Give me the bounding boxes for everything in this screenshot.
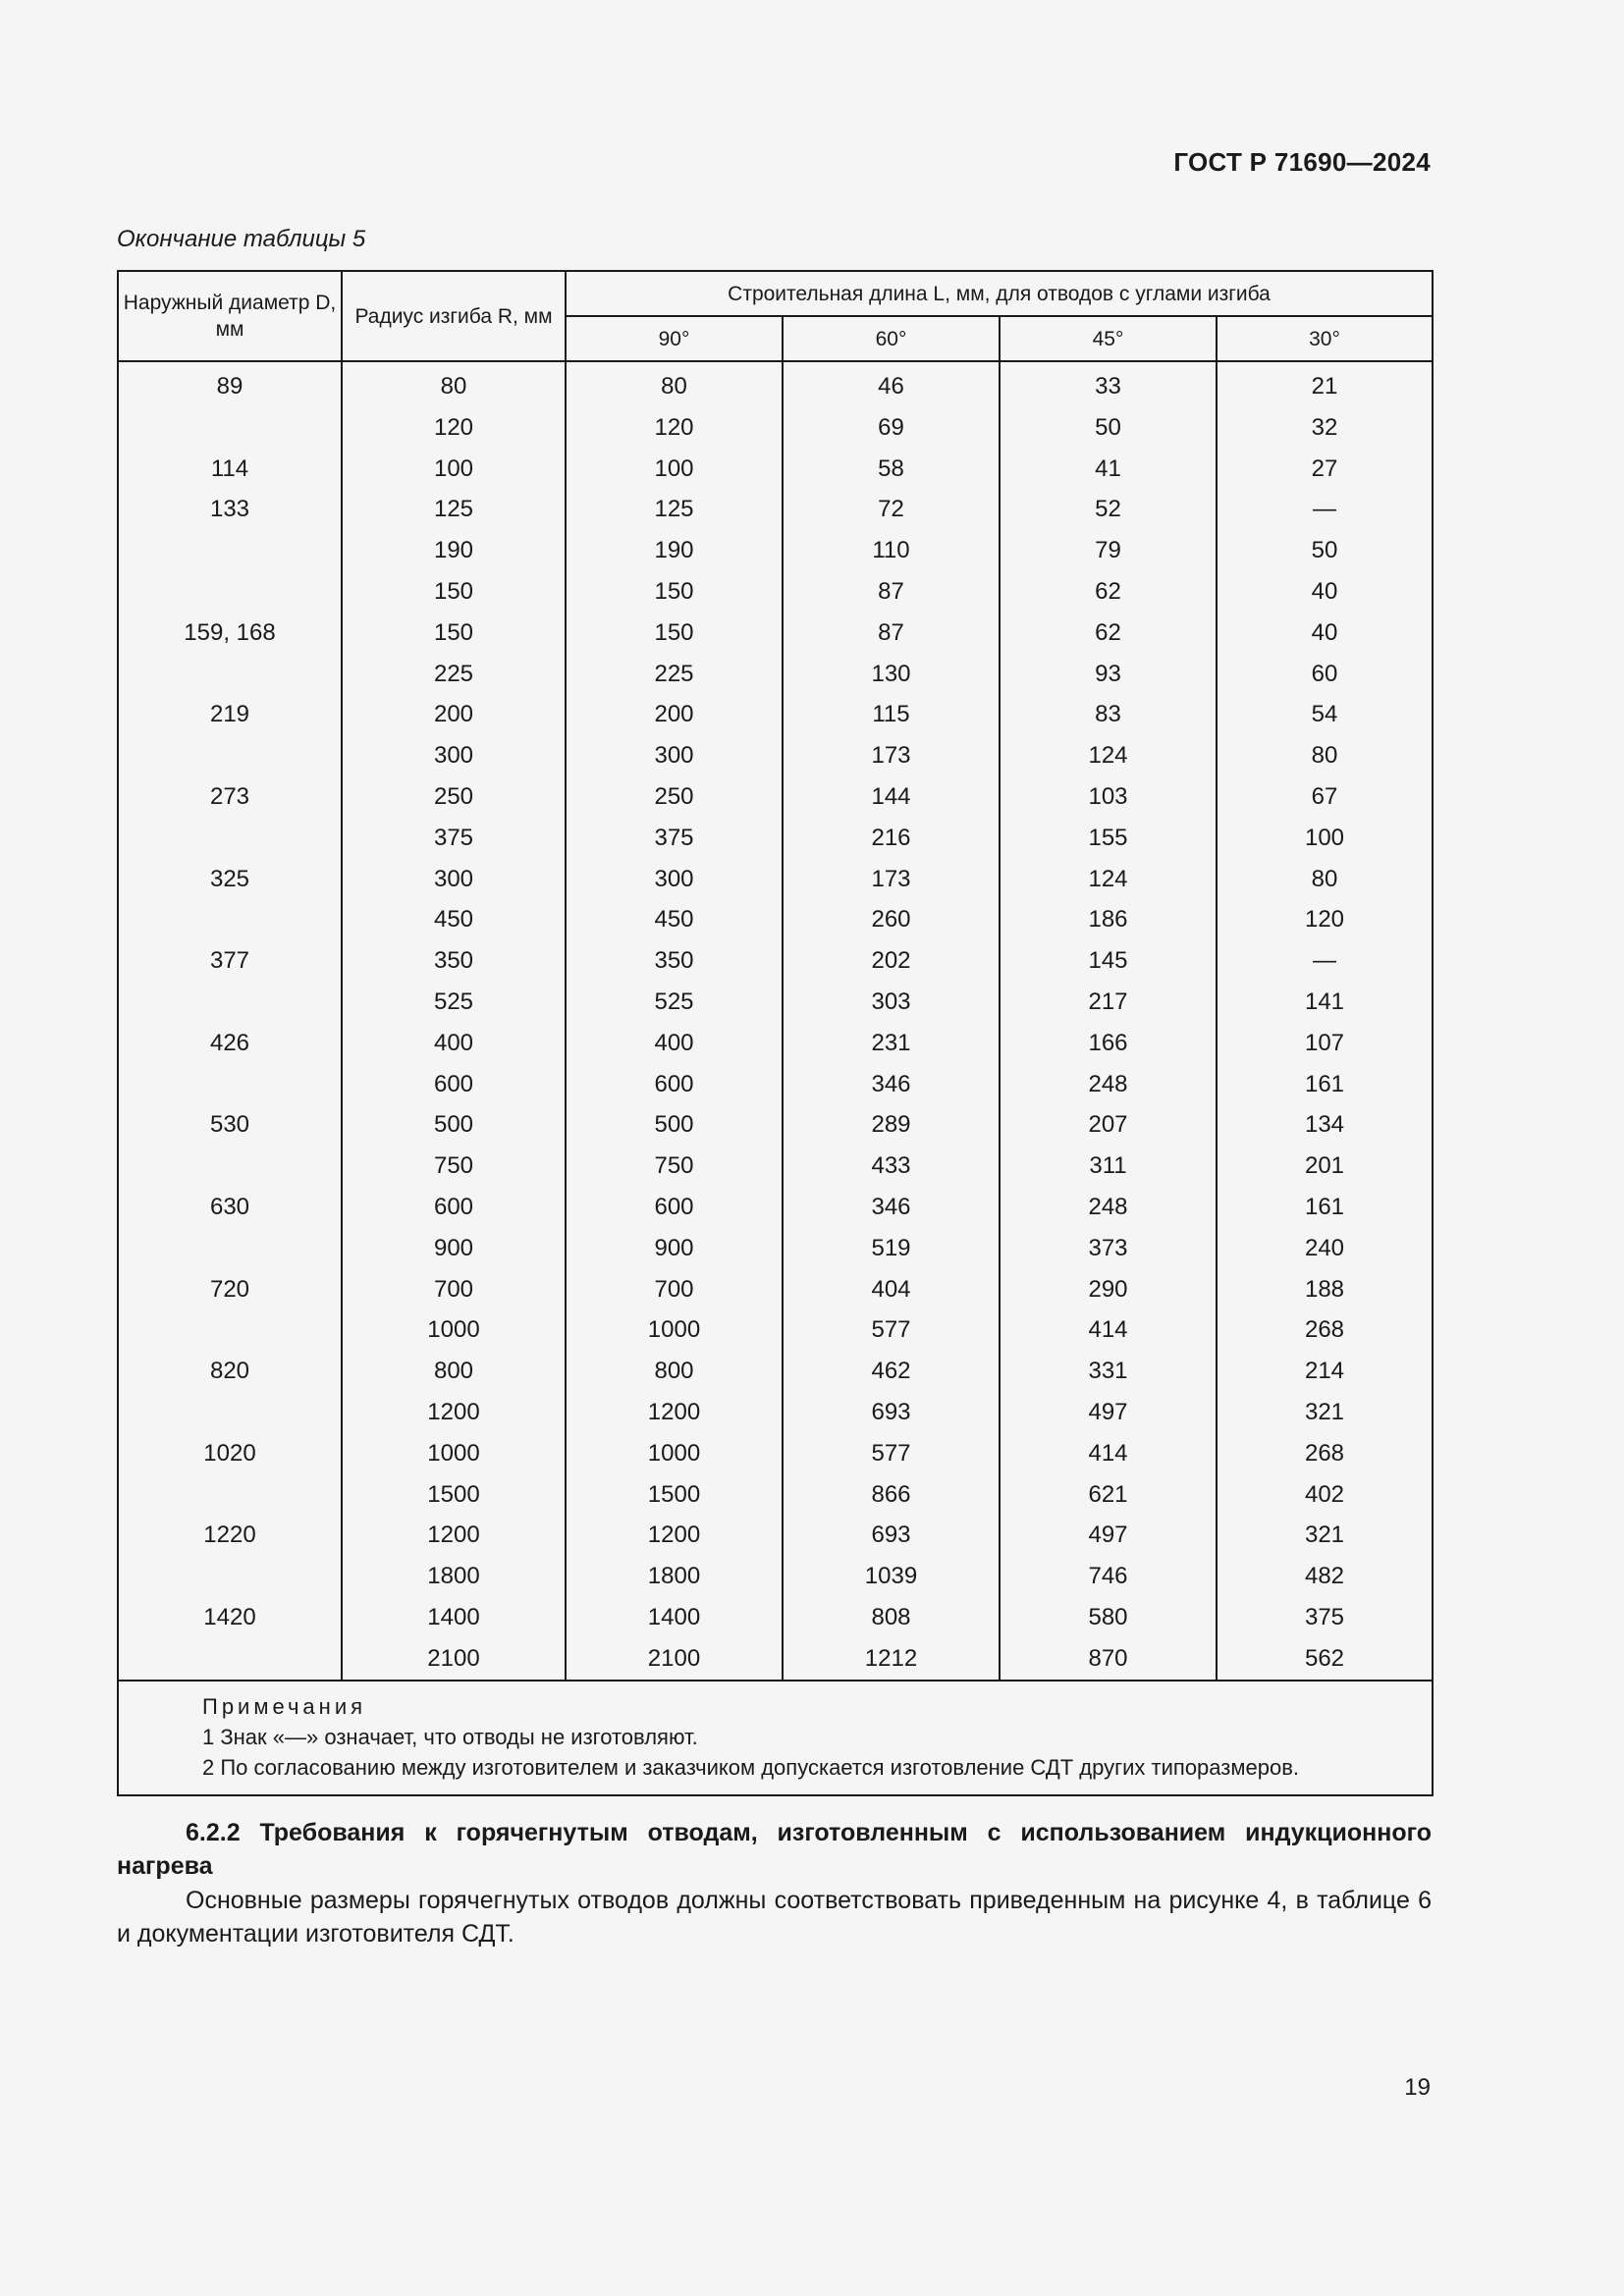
table-cell: 60 (1217, 654, 1433, 695)
table-cell: 268 (1217, 1309, 1433, 1351)
table-cell: 200 (342, 694, 566, 735)
table-cell: 83 (1000, 694, 1217, 735)
bend-dimensions-table (117, 270, 1434, 1796)
table-cell: 530 (118, 1104, 342, 1146)
table-cell: 577 (783, 1433, 1000, 1474)
table-cell: 311 (1000, 1146, 1217, 1187)
table-cell: 103 (1000, 776, 1217, 818)
table-cell: 808 (783, 1597, 1000, 1638)
table-cell: 69 (783, 407, 1000, 449)
table-cell: 80 (342, 366, 566, 407)
table-cell: 346 (783, 1187, 1000, 1228)
table-cell: 130 (783, 654, 1000, 695)
table-row (118, 571, 1433, 613)
table-cell: 375 (1217, 1597, 1433, 1638)
table-cell: 240 (1217, 1228, 1433, 1269)
table-cell: 173 (783, 859, 1000, 900)
header-angle-60: 60° (783, 316, 1000, 361)
table-cell: 400 (342, 1023, 566, 1064)
table-row (118, 1556, 1433, 1597)
table-cell: 40 (1217, 571, 1433, 613)
table-cell: 125 (342, 489, 566, 530)
table-cell: 600 (566, 1064, 783, 1105)
table-cell: 289 (783, 1104, 1000, 1146)
table-cell: 350 (566, 940, 783, 982)
table-cell: 800 (566, 1351, 783, 1392)
table-cell: 225 (566, 654, 783, 695)
table-cell: 231 (783, 1023, 1000, 1064)
table-cell: 124 (1000, 859, 1217, 900)
note-item: 2 По согласованию между изготовителем и заказчиком допускается изготовление СДТ других типоразмеров. (202, 1754, 1299, 1780)
page-number: 19 (1404, 2074, 1431, 2101)
table-row (118, 1351, 1433, 1392)
table-cell: 402 (1217, 1474, 1433, 1516)
table-cell: 67 (1217, 776, 1433, 818)
table-cell: 58 (783, 449, 1000, 490)
table-cell (118, 1474, 342, 1516)
section-paragraph: Основные размеры горячегнутых отводов должны соответствовать приведенным на рисунке 4, в таблице 6 и документации изготовителя СДТ. (117, 1887, 1432, 1948)
table-cell: 100 (566, 449, 783, 490)
table-row (118, 1104, 1433, 1146)
table-cell: 248 (1000, 1187, 1217, 1228)
table-cell: 450 (566, 899, 783, 940)
table-cell: 214 (1217, 1351, 1433, 1392)
table-cell: 373 (1000, 1228, 1217, 1269)
table-cell: 700 (566, 1269, 783, 1310)
table-cell: 100 (342, 449, 566, 490)
table-cell: 110 (783, 530, 1000, 571)
table-row (118, 982, 1433, 1023)
table-cell: 87 (783, 613, 1000, 654)
table-cell: 1200 (342, 1392, 566, 1433)
table-cell: 1200 (566, 1515, 783, 1556)
table-cell: 134 (1217, 1104, 1433, 1146)
table-cell: 300 (342, 735, 566, 776)
table-cell: 562 (1217, 1638, 1433, 1681)
table-cell: 375 (342, 818, 566, 859)
table-cell: 700 (342, 1269, 566, 1310)
header-angle-90: 90° (566, 316, 783, 361)
table-cell: 720 (118, 1269, 342, 1310)
table-cell: — (1217, 489, 1433, 530)
table-cell: 300 (566, 859, 783, 900)
table-cell: 321 (1217, 1392, 1433, 1433)
table-cell: 2100 (566, 1638, 783, 1681)
table-cell: 820 (118, 1351, 342, 1392)
table-cell: 80 (1217, 735, 1433, 776)
table-cell: 1220 (118, 1515, 342, 1556)
table-cell: 133 (118, 489, 342, 530)
table-cell: 580 (1000, 1597, 1217, 1638)
table-cell: 346 (783, 1064, 1000, 1105)
table-cell: 325 (118, 859, 342, 900)
table-cell: 600 (342, 1064, 566, 1105)
table-cell: 50 (1217, 530, 1433, 571)
table-cell (118, 899, 342, 940)
table-row (118, 1023, 1433, 1064)
table-cell: 1000 (342, 1433, 566, 1474)
table-cell: 87 (783, 571, 1000, 613)
table-cell: 50 (1000, 407, 1217, 449)
table-cell: 290 (1000, 1269, 1217, 1310)
table-cell: 800 (342, 1351, 566, 1392)
table-cell: 80 (1217, 859, 1433, 900)
table-cell: — (1217, 940, 1433, 982)
table-cell: 870 (1000, 1638, 1217, 1681)
table-row (118, 1597, 1433, 1638)
table-cell (118, 1064, 342, 1105)
table-cell: 1000 (566, 1309, 783, 1351)
table-cell: 21 (1217, 366, 1433, 407)
table-cell (118, 407, 342, 449)
table-cell: 46 (783, 366, 1000, 407)
table-cell: 161 (1217, 1187, 1433, 1228)
note-item: 1 Знак «—» означает, что отводы не изготовляют. (202, 1724, 698, 1749)
table-cell: 1500 (342, 1474, 566, 1516)
section-heading: 6.2.2 Требования к горячегнутым отводам, изготовленным с использованием индукционного нагрева (117, 1819, 1432, 1880)
table-cell: 300 (566, 735, 783, 776)
table-cell (118, 654, 342, 695)
table-cell: 900 (342, 1228, 566, 1269)
table-cell: 150 (342, 613, 566, 654)
table-cell: 141 (1217, 982, 1433, 1023)
header-diameter: Наружный диаметр D, мм (118, 271, 342, 361)
table-cell: 1039 (783, 1556, 1000, 1597)
table-cell: 250 (566, 776, 783, 818)
table-cell (118, 1146, 342, 1187)
table-row (118, 489, 1433, 530)
table-cell: 115 (783, 694, 1000, 735)
table-row (118, 735, 1433, 776)
table-cell: 107 (1217, 1023, 1433, 1064)
table-row (118, 899, 1433, 940)
table-cell: 27 (1217, 449, 1433, 490)
table-cell: 120 (1217, 899, 1433, 940)
table-cell: 40 (1217, 613, 1433, 654)
table-row (118, 1433, 1433, 1474)
table-cell: 89 (118, 366, 342, 407)
table-cell: 161 (1217, 1064, 1433, 1105)
table-cell: 144 (783, 776, 1000, 818)
table-cell: 1200 (342, 1515, 566, 1556)
table-cell (118, 1556, 342, 1597)
table-cell: 350 (342, 940, 566, 982)
table-cell: 331 (1000, 1351, 1217, 1392)
table-cell: 630 (118, 1187, 342, 1228)
table-cell: 1020 (118, 1433, 342, 1474)
table-cell: 500 (342, 1104, 566, 1146)
table-cell (118, 735, 342, 776)
table-cell: 2100 (342, 1638, 566, 1681)
table-cell: 1420 (118, 1597, 342, 1638)
table-cell: 693 (783, 1392, 1000, 1433)
table-cell: 1500 (566, 1474, 783, 1516)
table-cell: 404 (783, 1269, 1000, 1310)
table-cell: 900 (566, 1228, 783, 1269)
header-radius: Радиус изгиба R, мм (342, 271, 566, 361)
table-row (118, 530, 1433, 571)
table-cell: 260 (783, 899, 1000, 940)
table-cell: 201 (1217, 1146, 1433, 1187)
table-row (118, 1474, 1433, 1516)
table-cell: 125 (566, 489, 783, 530)
table-cell: 173 (783, 735, 1000, 776)
table-row (118, 449, 1433, 490)
table-cell: 1000 (566, 1433, 783, 1474)
table-row (118, 859, 1433, 900)
table-notes (118, 1681, 1433, 1795)
table-cell: 159, 168 (118, 613, 342, 654)
table-row (118, 1146, 1433, 1187)
table-cell: 250 (342, 776, 566, 818)
table-row (118, 1309, 1433, 1351)
table-cell: 525 (342, 982, 566, 1023)
table-cell: 219 (118, 694, 342, 735)
table-row (118, 1187, 1433, 1228)
table-cell: 1400 (566, 1597, 783, 1638)
table-cell (118, 1638, 342, 1681)
table-row (118, 613, 1433, 654)
table-cell: 600 (342, 1187, 566, 1228)
table-cell: 79 (1000, 530, 1217, 571)
table-cell: 400 (566, 1023, 783, 1064)
table-cell (118, 1228, 342, 1269)
table-cell: 866 (783, 1474, 1000, 1516)
table-row (118, 1515, 1433, 1556)
header-angle-45: 45° (1000, 316, 1217, 361)
table-row (118, 940, 1433, 982)
table-cell: 52 (1000, 489, 1217, 530)
header-length-group: Строительная длина L, мм, для отводов с углами изгиба (566, 271, 1433, 316)
table-cell: 273 (118, 776, 342, 818)
table-cell: 462 (783, 1351, 1000, 1392)
table-cell: 268 (1217, 1433, 1433, 1474)
table-cell: 166 (1000, 1023, 1217, 1064)
table-cell: 216 (783, 818, 1000, 859)
table-cell: 93 (1000, 654, 1217, 695)
table-cell: 750 (566, 1146, 783, 1187)
table-cell (118, 1309, 342, 1351)
table-row (118, 694, 1433, 735)
table-body (118, 366, 1433, 1681)
table-cell: 746 (1000, 1556, 1217, 1597)
table-row (118, 1638, 1433, 1681)
table-cell: 414 (1000, 1309, 1217, 1351)
table-cell: 600 (566, 1187, 783, 1228)
table-cell: 225 (342, 654, 566, 695)
table-cell: 186 (1000, 899, 1217, 940)
table-cell (118, 1392, 342, 1433)
table-cell (118, 571, 342, 613)
table-cell: 188 (1217, 1269, 1433, 1310)
table-cell: 150 (342, 571, 566, 613)
table-cell: 155 (1000, 818, 1217, 859)
table-cell: 62 (1000, 613, 1217, 654)
table-caption: Окончание таблицы 5 (117, 226, 366, 252)
table-cell: 377 (118, 940, 342, 982)
table-row (118, 366, 1433, 407)
table-cell: 500 (566, 1104, 783, 1146)
table-cell: 150 (566, 613, 783, 654)
table-cell: 525 (566, 982, 783, 1023)
table-cell: 1000 (342, 1309, 566, 1351)
table-cell: 433 (783, 1146, 1000, 1187)
table-cell: 450 (342, 899, 566, 940)
table-cell: 300 (342, 859, 566, 900)
table-row (118, 1064, 1433, 1105)
table-row (118, 1269, 1433, 1310)
table-cell: 120 (566, 407, 783, 449)
table-cell: 80 (566, 366, 783, 407)
notes-title: Примечания (202, 1693, 367, 1719)
table-cell: 207 (1000, 1104, 1217, 1146)
table-cell: 375 (566, 818, 783, 859)
table-cell: 100 (1217, 818, 1433, 859)
table-cell: 426 (118, 1023, 342, 1064)
table-cell: 1212 (783, 1638, 1000, 1681)
table-cell: 693 (783, 1515, 1000, 1556)
table-cell: 248 (1000, 1064, 1217, 1105)
table-cell: 1200 (566, 1392, 783, 1433)
table-cell: 145 (1000, 940, 1217, 982)
table-cell (118, 818, 342, 859)
table-cell: 120 (342, 407, 566, 449)
table-cell: 519 (783, 1228, 1000, 1269)
table-cell: 150 (566, 571, 783, 613)
table-cell: 62 (1000, 571, 1217, 613)
table-cell: 32 (1217, 407, 1433, 449)
table-cell: 482 (1217, 1556, 1433, 1597)
table-row (118, 818, 1433, 859)
table-cell: 497 (1000, 1515, 1217, 1556)
table-cell: 1400 (342, 1597, 566, 1638)
table-row (118, 1228, 1433, 1269)
table-row (118, 1392, 1433, 1433)
table-cell: 190 (566, 530, 783, 571)
table-cell: 54 (1217, 694, 1433, 735)
table-cell: 750 (342, 1146, 566, 1187)
table-cell: 303 (783, 982, 1000, 1023)
header-angle-30: 30° (1217, 316, 1433, 361)
table-cell: 114 (118, 449, 342, 490)
table-cell: 33 (1000, 366, 1217, 407)
table-cell: 1800 (342, 1556, 566, 1597)
table-cell: 577 (783, 1309, 1000, 1351)
document-code: ГОСТ Р 71690—2024 (1173, 147, 1431, 177)
table-row (118, 654, 1433, 695)
table-cell: 414 (1000, 1433, 1217, 1474)
table-cell: 124 (1000, 735, 1217, 776)
table-cell: 621 (1000, 1474, 1217, 1516)
table-cell: 200 (566, 694, 783, 735)
table-cell: 41 (1000, 449, 1217, 490)
table-cell: 1800 (566, 1556, 783, 1597)
table-cell: 321 (1217, 1515, 1433, 1556)
table-cell: 497 (1000, 1392, 1217, 1433)
table-cell: 72 (783, 489, 1000, 530)
table-cell (118, 982, 342, 1023)
table-row (118, 407, 1433, 449)
table-cell (118, 530, 342, 571)
table-cell: 217 (1000, 982, 1217, 1023)
table-cell: 202 (783, 940, 1000, 982)
table-cell: 190 (342, 530, 566, 571)
table-row (118, 776, 1433, 818)
